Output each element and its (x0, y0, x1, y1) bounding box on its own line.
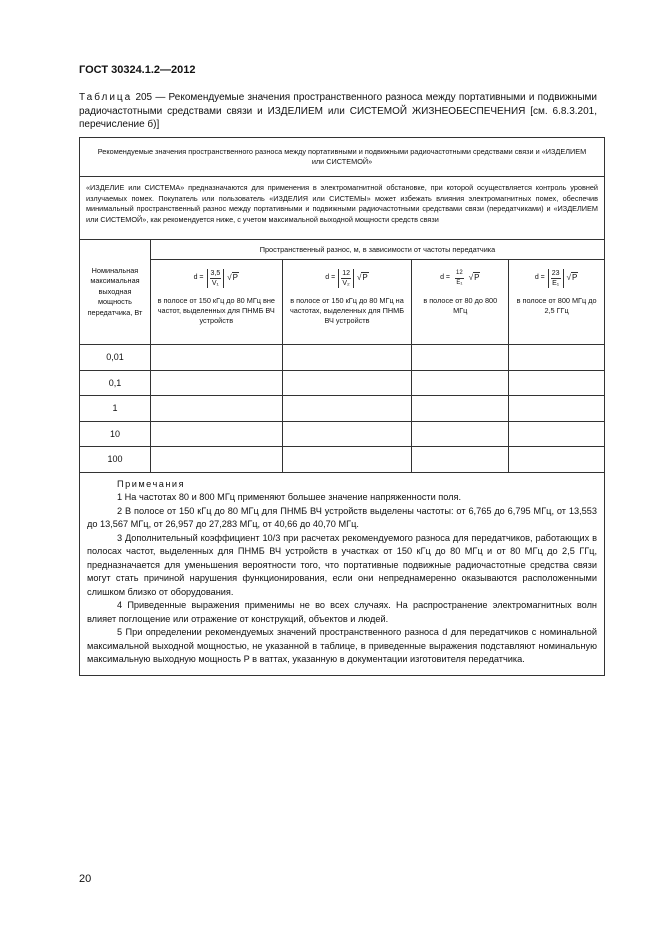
power-column-header: Номинальная максимальная выходная мощность передатчика, Вт (80, 240, 151, 345)
formula-1-desc: в полосе от 150 кГц до 80 МГц вне частот, выделенных для ПНМБ ВЧ устройств (157, 296, 275, 325)
caption-text: — Рекомендуемые значения пространственного разноса между портативными и подвижными радиочастотными средствами связи и ИЗДЕЛИЕМ или СИСТЕМОЙ ЖИЗНЕОБЕСПЕЧЕНИЯ [см. 6.8.3.201, перечисление б)] (79, 92, 597, 130)
power-value: 0,01 (80, 345, 151, 371)
table-row (80, 447, 605, 473)
note-item: 5 При определении рекомендуемых значений пространственного разноса d для передатчиков с номинальной максимальной выходной мощностью, не указанной в таблице, в приведенные выражения подставляют номинальную максимальную выходную мощность P в ваттах, указанную в документации изготовителя передатчика. (87, 627, 597, 664)
sqrt-icon: √P (566, 273, 578, 282)
caption-label: Таблица (79, 92, 133, 103)
table-row (80, 396, 605, 422)
formula-3-desc: в полосе от 80 до 800 МГц (423, 296, 498, 315)
table-row (80, 370, 605, 396)
power-value: 100 (80, 447, 151, 473)
sqrt-icon: √P (356, 273, 368, 282)
table-row (80, 421, 605, 447)
sqrt-icon: √P (227, 273, 238, 282)
table-caption (79, 91, 597, 132)
power-value: 1 (80, 396, 151, 422)
note-item: 3 Дополнительный коэффициент 10/3 при расчетах рекомендуемого разноса для передатчиков, работающих в полосах частот, выделенных для ПНМБ ВЧ устройств в участках от 150 кГц до 80 МГц и от 80 МГц до 2,5 ГГц, предназначается для уменьшения вероятности того, что портативные подвижные радиочастотные средства связи могут стать причиной нарушения функционирования, если они непреднамеренно оказываются расположенными слишком близко от оборудования. (87, 532, 597, 597)
formula-3: d = $\frac{12}{\text{E₁}}$ √P (440, 269, 480, 286)
caption-number: 205 (135, 92, 153, 103)
formula-col-2 (282, 260, 412, 345)
formula-4: d = $\frac{23}{\text{E₁}}$ √P (534, 269, 578, 287)
formula-2: d = $\frac{12}{\text{V₂}}$ √P (325, 269, 368, 287)
power-value: 10 (80, 421, 151, 447)
sqrt-icon: √P (468, 273, 480, 282)
formula-4-desc: в полосе от 800 МГц до 2,5 ГГц (516, 296, 597, 315)
distance-table (79, 137, 605, 676)
note-item: 4 Приведенные выражения применимы не во всех случаях. На распространение электромагнитных волн влияет поглощение или отражение от конструкций, объектов и людей. (87, 600, 597, 624)
formula-2-desc: в полосе от 150 кГц до 80 МГц на частотах, выделенных для ПНМБ ВЧ устройств (289, 296, 405, 325)
notes-block (80, 472, 605, 675)
formula-col-1 (150, 260, 282, 345)
notes-title: Примечания (117, 478, 186, 489)
table-description: «ИЗДЕЛИЕ или СИСТЕМА» предназначаются для применения в электромагнитной обстановке, при которой осуществляется контроль уровней излучаемых помех. Покупатель или пользователь «ИЗДЕЛИЯ или СИСТЕМЫ» может избежать влияния электромагнитных помех, обеспечив минимальный пространственный разнос между портативными и подвижными радиочастотными средствами связи (передатчиками) и «ИЗДЕЛИЕМ или СИСТЕМОЙ», как рекомендуется ниже, с учетом максимальной выходной мощности средств связи (80, 177, 605, 240)
document-code: ГОСТ 30324.1.2—2012 (79, 64, 196, 76)
note-item: 1 На частотах 80 и 800 МГц применяют большее значение напряженности поля. (117, 492, 462, 502)
table-intro: Рекомендуемые значения пространственного разноса между портативными и подвижными радиочастотными средствами связи и «ИЗДЕЛИЕМ или СИСТЕМОЙ» (80, 138, 605, 177)
table-row (80, 345, 605, 371)
page-number: 20 (79, 873, 92, 885)
formula-col-3 (412, 260, 509, 345)
formula-1: d = $\frac{3,5}{\text{V₁}}$ √P (193, 269, 238, 287)
distance-header: Пространственный разнос, м, в зависимости от частоты передатчика (150, 240, 604, 260)
note-item: 2 В полосе от 150 кГц до 80 МГц для ПНМБ ВЧ устройств выделены частоты: от 6,765 до 6,795 МГц, от 13,553 до 13,567 МГц, от 26,957 до 27,283 МГц, от 40,66 до 40,70 МГц. (87, 505, 597, 529)
power-value: 0,1 (80, 370, 151, 396)
formula-col-4 (509, 260, 605, 345)
